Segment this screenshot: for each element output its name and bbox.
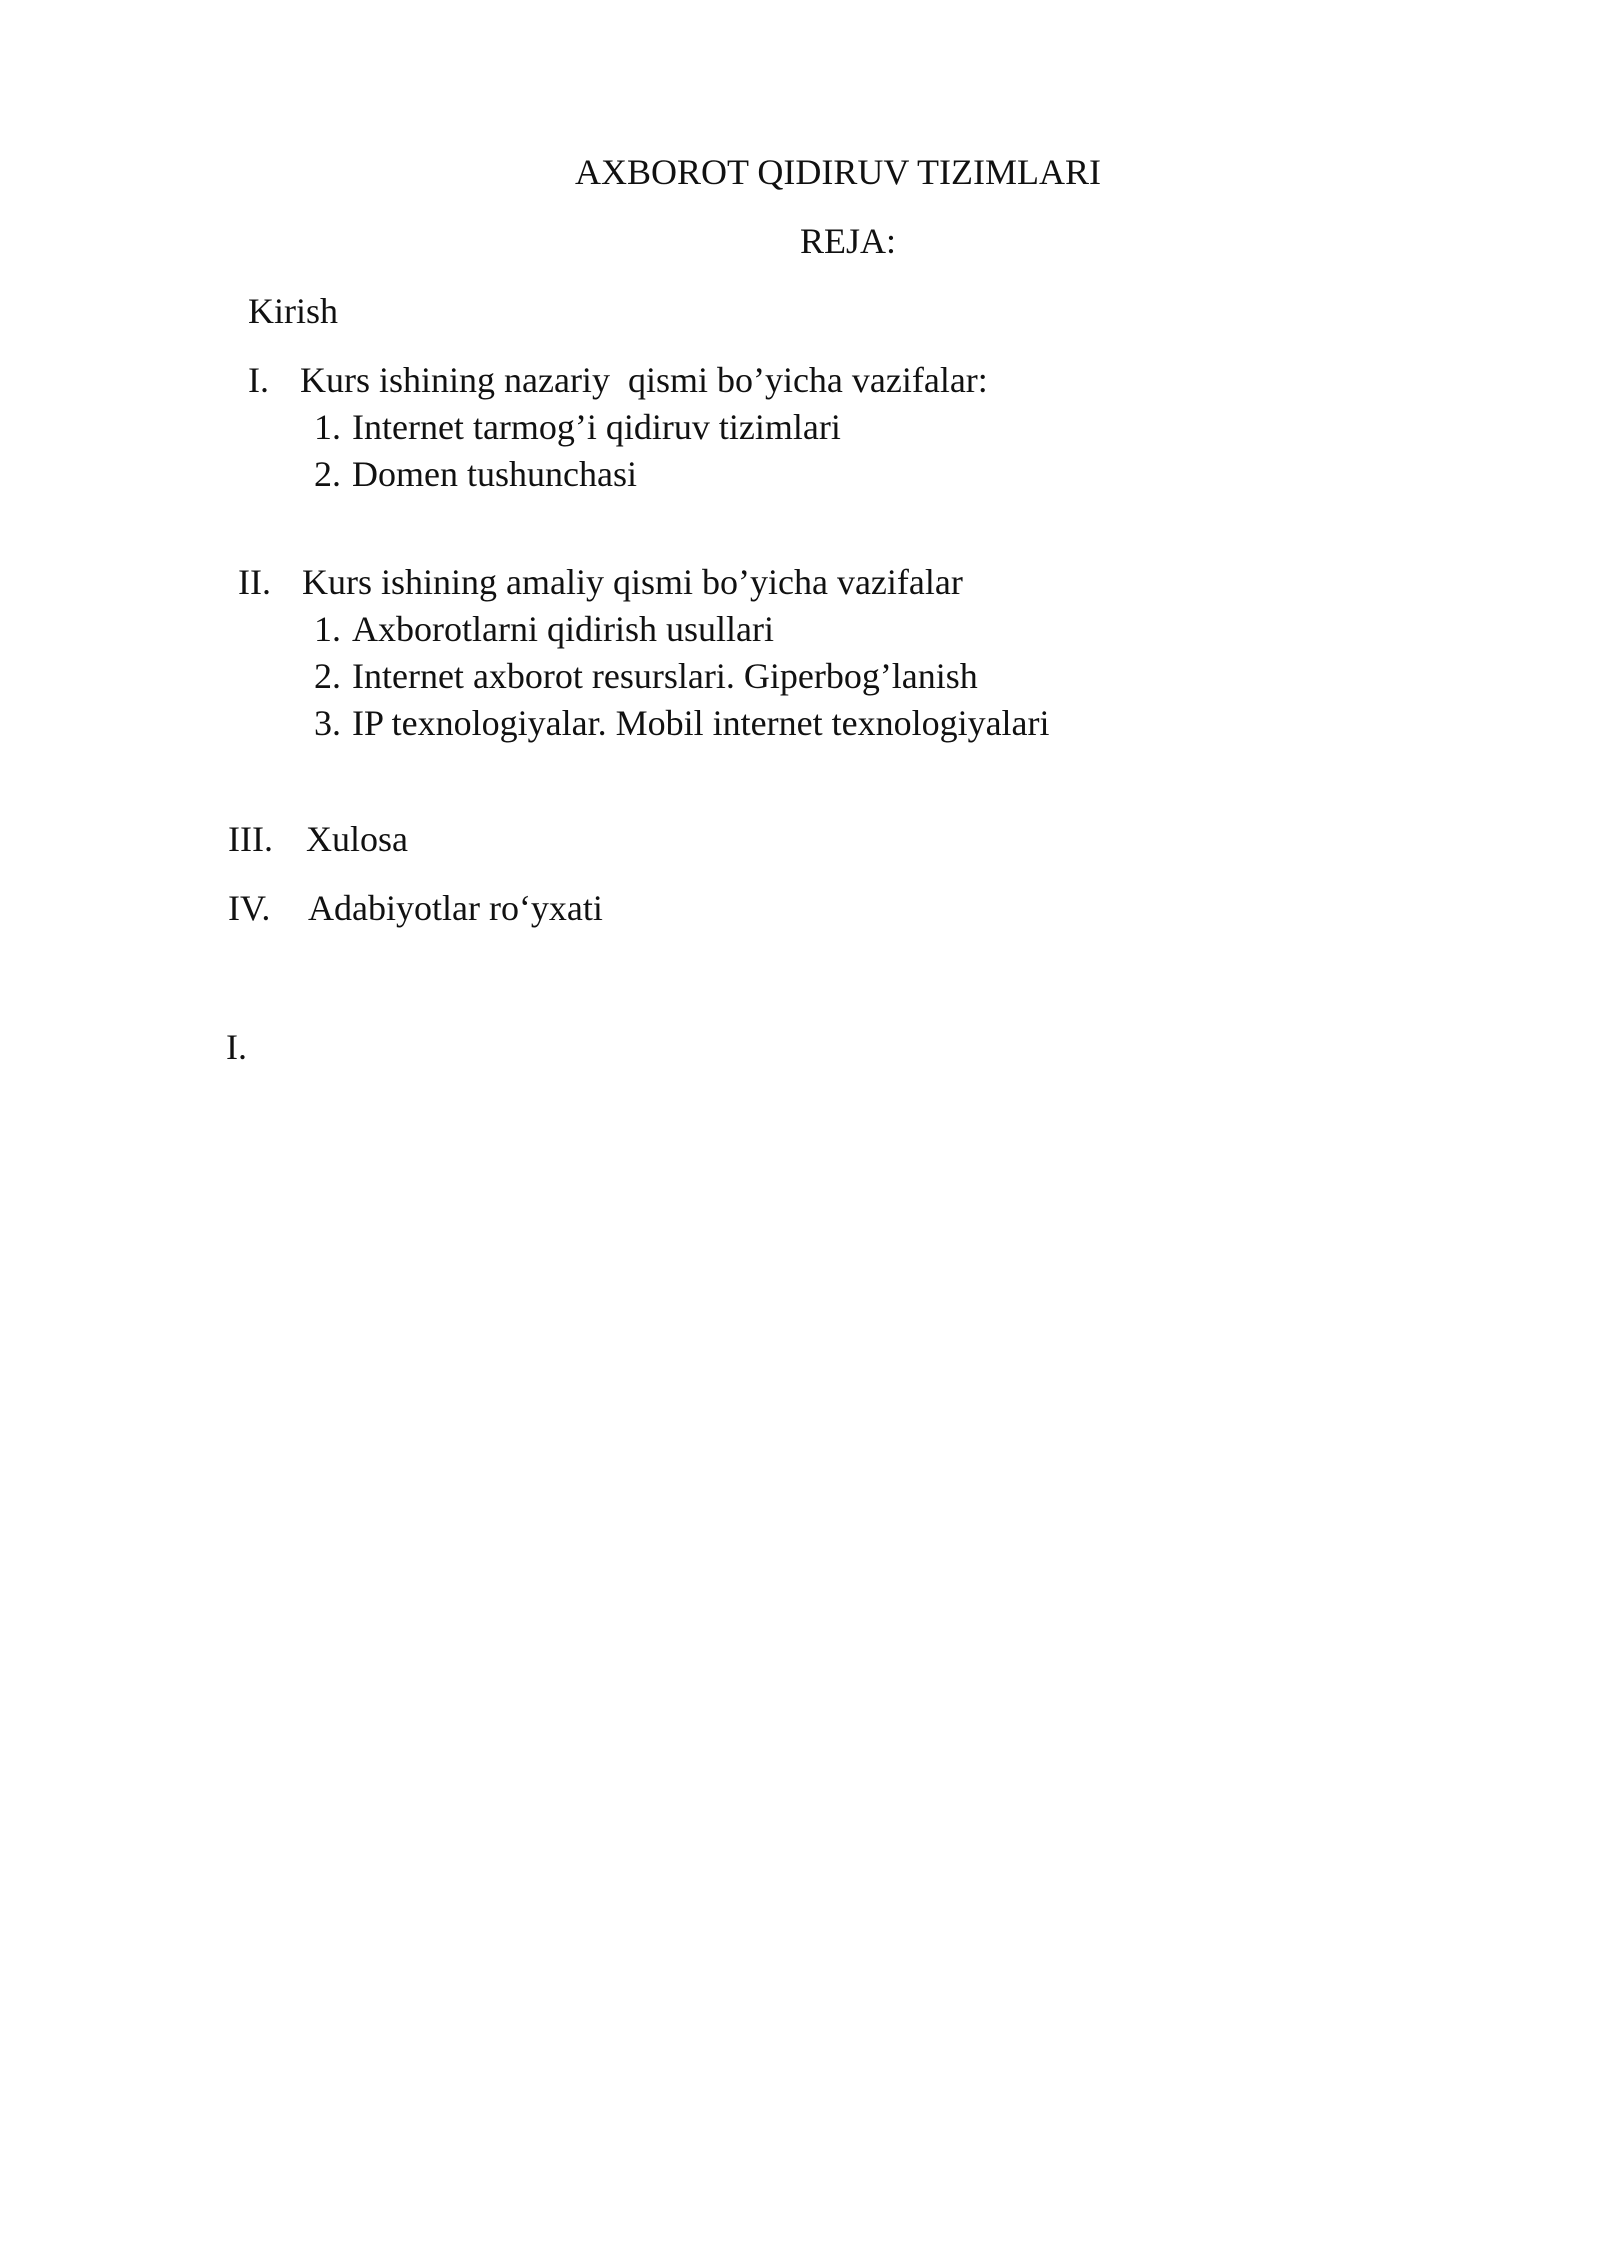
document-title: AXBOROT QIDIRUV TIZIMLARI [575, 152, 1101, 192]
subitem-text: Internet tarmog’i qidiruv tizimlari [352, 407, 841, 447]
section-numeral: II. [238, 562, 271, 602]
section-heading: Kurs ishining amaliy qismi bo’yicha vazifalar [302, 562, 963, 602]
subitem-number: 2. [314, 454, 341, 494]
subitem-text: IP texnologiyalar. Mobil internet texnologiyalari [352, 703, 1050, 743]
section-numeral: III. [228, 819, 273, 859]
section-numeral: I. [248, 360, 269, 400]
intro-item: Kirish [248, 291, 338, 331]
subitem-text: Domen tushunchasi [352, 454, 637, 494]
section-heading: Xulosa [306, 819, 408, 859]
trailing-numeral: I. [226, 1027, 247, 1067]
subitem-text: Internet axborot resurslari. Giperbog’lanish [352, 656, 978, 696]
subitem-text: Axborotlarni qidirish usullari [352, 609, 774, 649]
subitem-number: 1. [314, 407, 341, 447]
subitem-number: 2. [314, 656, 341, 696]
section-numeral: IV. [228, 888, 271, 928]
section-heading: Adabiyotlar ro‘yxati [308, 888, 603, 928]
plan-label: REJA: [800, 221, 897, 261]
section-heading: Kurs ishining nazariy qismi bo’yicha vazifalar: [300, 360, 988, 400]
subitem-number: 1. [314, 609, 341, 649]
subitem-number: 3. [314, 703, 341, 743]
